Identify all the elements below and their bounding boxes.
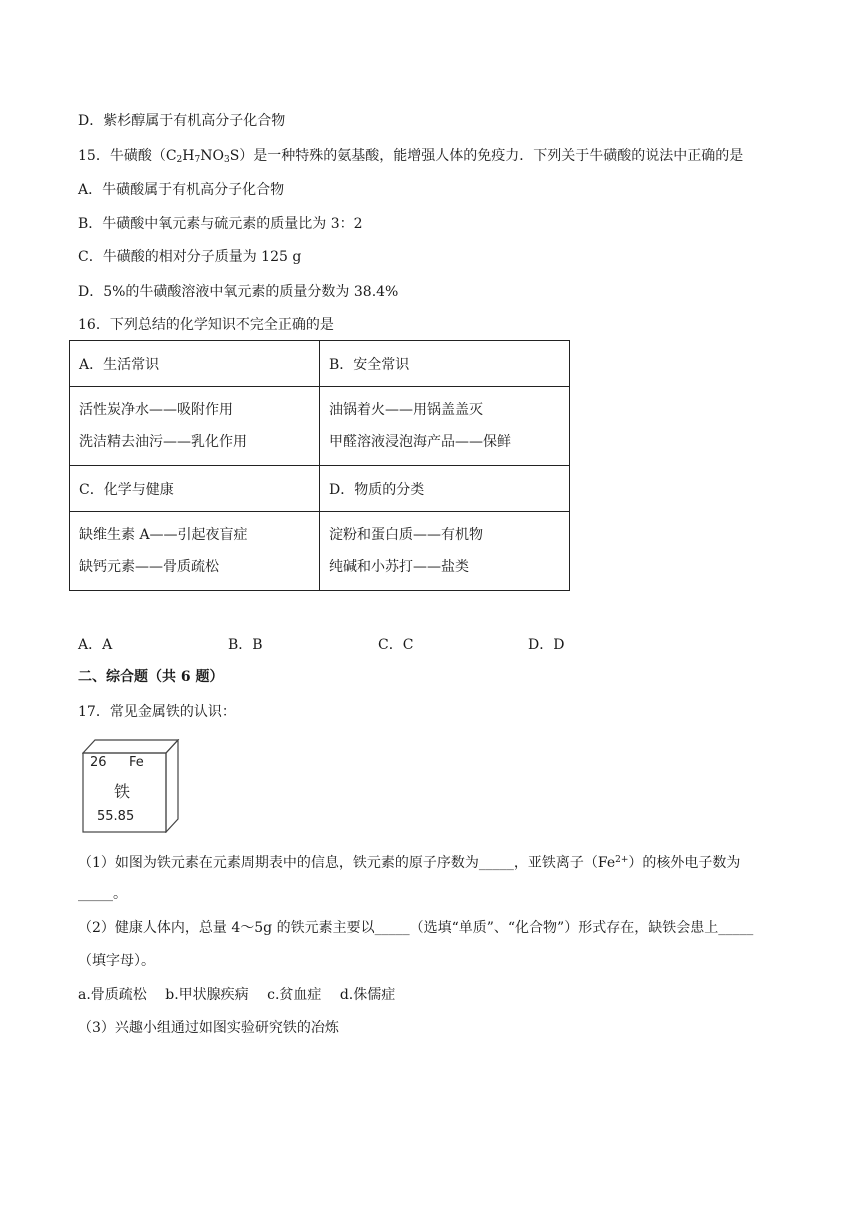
- q17-part1: [78, 850, 740, 873]
- cell-d-body: [320, 512, 570, 591]
- formula-sub-o: 3: [223, 155, 230, 165]
- cell-b-body: [320, 387, 570, 466]
- cell-c-line-2: 缺钙元素——骨质疏松: [79, 559, 219, 575]
- formula-sub-h: 7: [194, 155, 201, 165]
- q17-part1-b: ）的核外电子数为: [628, 855, 741, 871]
- q16-stem: 16．下列总结的化学知识不完全正确的是: [78, 317, 334, 333]
- section-title: 二、综合题（共 6 题）: [78, 669, 224, 685]
- q16-option-d: D．D: [528, 637, 565, 653]
- q15-stem-prefix: 15．牛磺酸（C: [78, 148, 177, 164]
- q16-option-a: A．A: [78, 637, 113, 653]
- atomic-number: 26: [90, 755, 107, 770]
- q17-stem: 17．常见金属铁的认识：: [78, 704, 236, 720]
- q15-stem-suffix: S）是一种特殊的氨基酸，能增强人体的免疫力．下列关于牛磺酸的说法中正确的是: [229, 148, 744, 164]
- atomic-mass: 55.85: [97, 809, 135, 824]
- cell-a-line-1: 活性炭净水——吸附作用: [79, 402, 233, 418]
- q16-option-b: B．B: [228, 637, 263, 653]
- cell-d-line-2: 纯碱和小苏打——盐类: [329, 559, 469, 575]
- q17-part3: （3）兴趣小组通过如图实验研究铁的冶炼: [78, 1020, 339, 1036]
- q17-part2-tail: （填字母）。: [78, 953, 155, 969]
- cell-d-head: D．物质的分类: [320, 466, 570, 512]
- element-symbol: Fe: [129, 755, 144, 770]
- formula-h: H: [182, 148, 195, 164]
- periodic-table-tile: [82, 739, 180, 833]
- q14-option-d: D．紫杉醇属于有机高分子化合物: [78, 113, 286, 129]
- cell-c-head: C．化学与健康: [70, 466, 320, 512]
- q16-knowledge-table: [69, 340, 570, 591]
- cell-a-line-2: 洗洁精去油污——乳化作用: [79, 434, 247, 450]
- formula-no: NO: [200, 148, 224, 164]
- cell-b-line-2: 甲醛溶液浸泡海产品——保鲜: [329, 434, 511, 450]
- cell-b-head: B．安全常识: [320, 341, 570, 387]
- q17-part1-blank: _____。: [78, 886, 127, 902]
- ion-charge: 2+: [615, 855, 629, 865]
- cell-c-line-1: 缺维生素 A——引起夜盲症: [79, 527, 248, 543]
- cell-a-body: [70, 387, 320, 466]
- cell-a-head: A．生活常识: [70, 341, 320, 387]
- formula-sub-c: 2: [176, 155, 183, 165]
- cell-d-line-1: 淀粉和蛋白质——有机物: [329, 527, 483, 543]
- q15-option-a: A．牛磺酸属于有机高分子化合物: [78, 182, 285, 198]
- q15-option-b: B．牛磺酸中氧元素与硫元素的质量比为 3：2: [78, 216, 363, 232]
- cell-c-body: [70, 512, 320, 591]
- q17-part1-a: （1）如图为铁元素在元素周期表中的信息，铁元素的原子序数为_____，亚铁离子（Fe: [78, 855, 616, 871]
- q17-part2: （2）健康人体内，总量 4～5g 的铁元素主要以_____（选填“单质”、“化合物”）形式存在，缺铁会患上_____: [78, 920, 754, 936]
- element-name: 铁: [114, 782, 131, 801]
- q16-option-c: C．C: [378, 637, 414, 653]
- q15-stem: [78, 146, 743, 170]
- cell-b-line-1: 油锅着火——用锅盖盖灭: [329, 402, 483, 418]
- q17-part2-choices: a.骨质疏松 b.甲状腺疾病 c.贫血症 d.侏儒症: [78, 987, 396, 1003]
- q15-option-d: D．5%的牛磺酸溶液中氧元素的质量分数为 38.4%: [78, 284, 399, 300]
- q15-option-c: C．牛磺酸的相对分子质量为 125 g: [78, 249, 302, 265]
